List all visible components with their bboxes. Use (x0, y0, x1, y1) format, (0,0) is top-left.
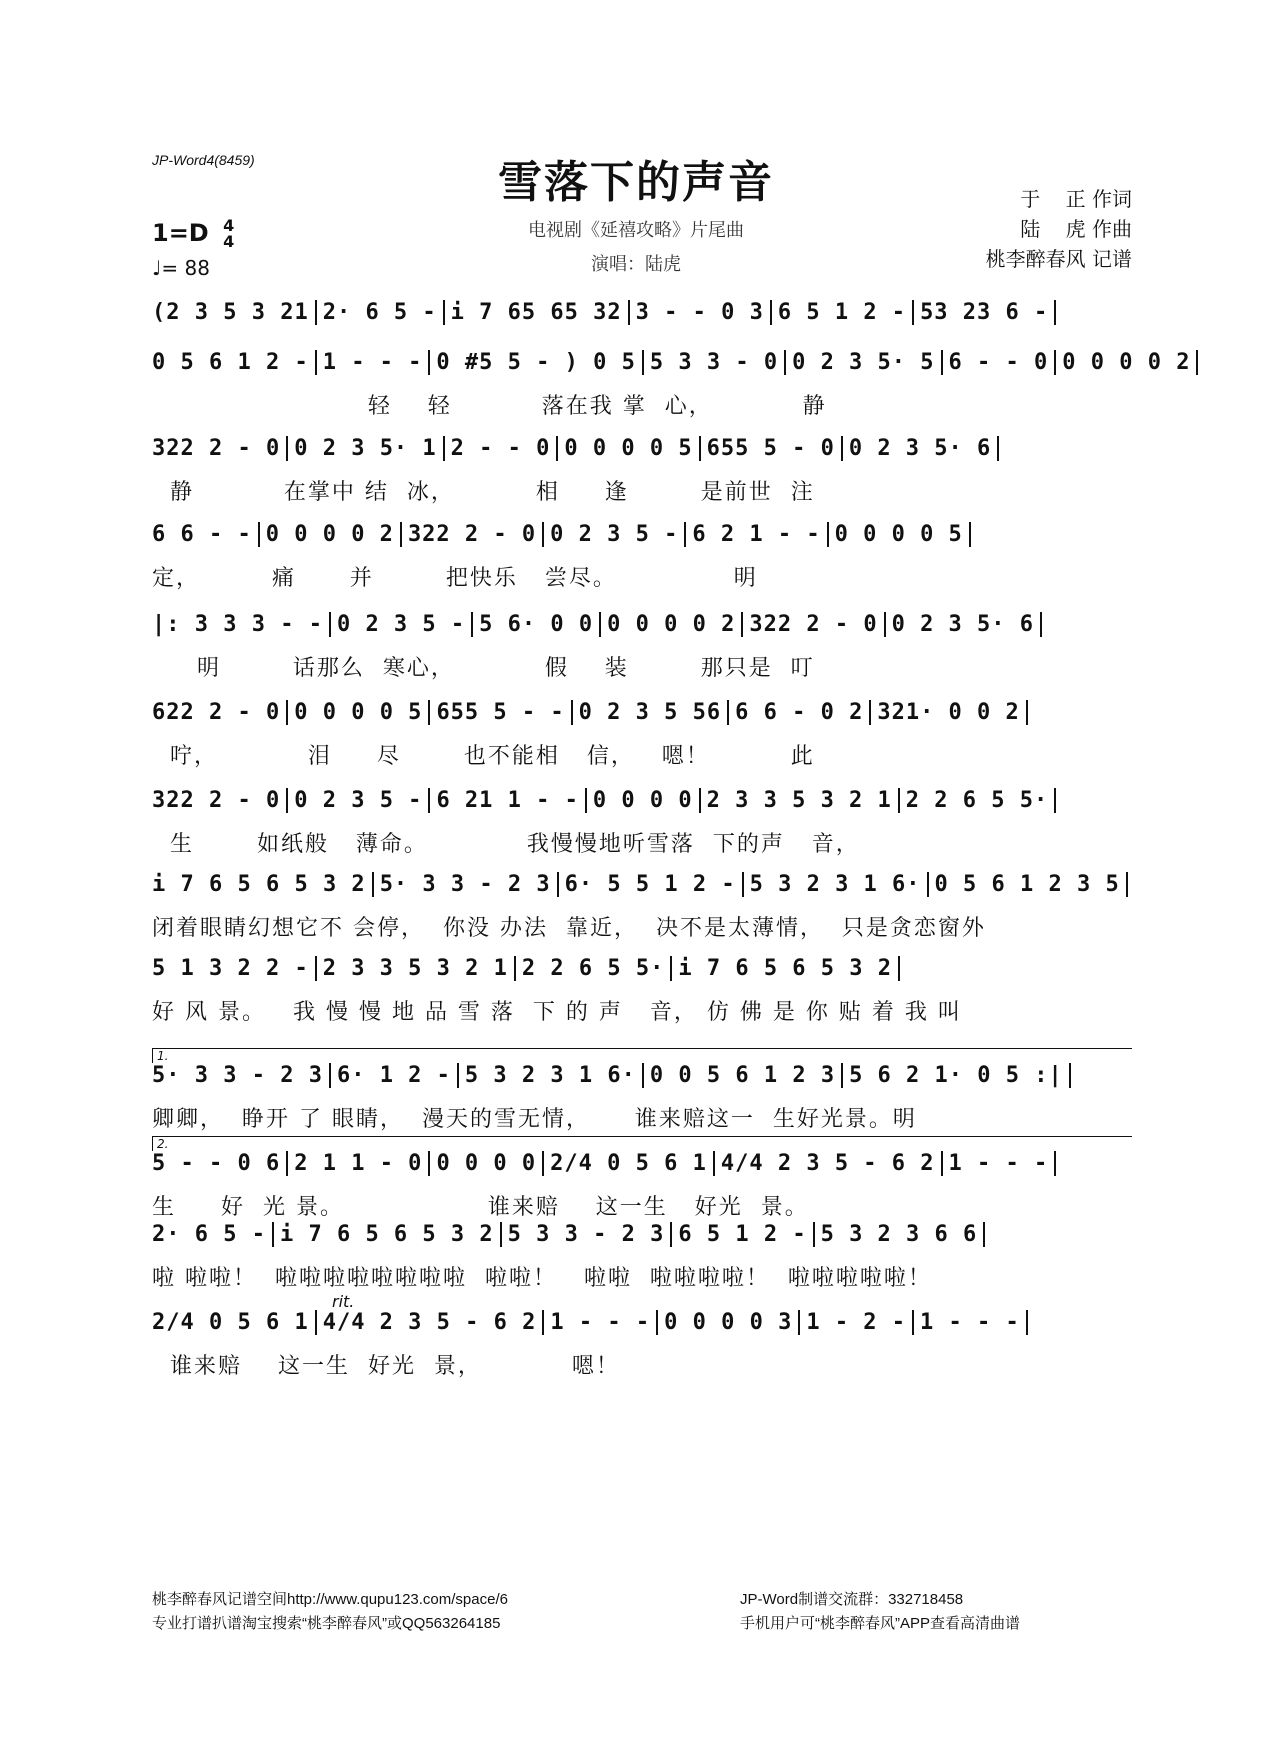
measure: |: 3 3 3 - - (152, 612, 331, 637)
measure: 0 2 3 5· 5 (792, 350, 942, 375)
measure: 0 2 3 5· 6 (849, 436, 999, 461)
measure: 1 - - - (920, 1310, 1028, 1335)
measure: 0 2 3 5· 6 (892, 612, 1042, 637)
measure: i 7 6 5 6 5 3 2 (152, 872, 374, 897)
notation-line (152, 1151, 1132, 1186)
measure: 2 1 1 - 0 (294, 1151, 430, 1176)
measure: i 7 6 5 6 5 3 2 (280, 1222, 502, 1247)
measure: 2 2 6 5 5· (906, 788, 1056, 813)
footer-right-line: 手机用户可“桃李醉春风”APP查看高清曲谱 (740, 1615, 1021, 1632)
score-system (152, 956, 1132, 1026)
measure: 0 0 0 0 5 (835, 522, 971, 547)
measure: 6 5 1 2 - (778, 300, 914, 325)
score-system (152, 788, 1132, 858)
measure: 0 2 3 5 - (294, 788, 430, 813)
score-system (152, 436, 1132, 506)
measure: 322 2 - 0 (152, 436, 288, 461)
lyrics-line: 生 好 光 景。 谁来赔 这一生 好光 景。 (152, 1195, 809, 1220)
measure: 6 21 1 - - (436, 788, 586, 813)
transcriber-credit: 桃李醉春风 记谱 (985, 247, 1132, 271)
measure: 1 - - - (323, 350, 431, 375)
footer-left-line: 桃李醉春风记谱空间http://www.qupu123.com/space/6 (152, 1591, 508, 1608)
measure: 322 2 - 0 (749, 612, 885, 637)
measure: 0 0 0 0 2 (607, 612, 743, 637)
lyrics-line: 定， 痛 并 把快乐 尝尽。 明 (152, 566, 758, 591)
measure: (2 3 5 3 21 (152, 300, 317, 325)
measure: 6· 1 2 - (337, 1063, 459, 1088)
tempo-marking: ♩= 88 (152, 256, 210, 280)
measure: 4/4 2 3 5 - 6 2 (721, 1151, 943, 1176)
measure: 0 #5 5 - ) 0 5 (436, 350, 643, 375)
notation-line (152, 872, 1132, 907)
measure: 5 - - 0 6 (152, 1151, 288, 1176)
measure: 622 2 - 0 (152, 700, 288, 725)
song-title: 雪落下的声音 (498, 157, 774, 208)
lyrics-line: 卿卿， 睁开 了 眼睛， 漫天的雪无情， 谁来赔这一 生好光景。明 (152, 1107, 917, 1132)
notation-line (152, 956, 1132, 991)
measure: 0 0 5 6 1 2 3 (650, 1063, 843, 1088)
measure: 4/4 2 3 5 - 6 2 (323, 1310, 545, 1335)
measure: 5 1 3 2 2 - (152, 956, 317, 981)
lyrics-line: 静 在掌中 结 冰， 相 逢 是前世 注 (152, 480, 815, 505)
measure: 6 - - 0 (949, 350, 1057, 375)
notation-line (152, 436, 1132, 471)
song-subtitle: 电视剧《延禧攻略》片尾曲 (528, 220, 744, 241)
score-system (152, 1222, 1132, 1292)
score-system: rit. 2/4 0 5 6 1 4/4 2 3 5 - 6 2 1 - - - 0 0 0 0 3 1 - 2 - 1 - - - 谁来赔 这一生 好光 景， 嗯！ (152, 1310, 1132, 1380)
measure: 6· 5 5 1 2 - (565, 872, 744, 897)
measure: 5· 3 3 - 2 3 (152, 1063, 331, 1088)
time-signature-top: 4 (223, 216, 235, 235)
footer-left (152, 1588, 508, 1636)
measure: 2· 6 5 - (323, 300, 445, 325)
measure: 655 5 - - (436, 700, 572, 725)
measure: 655 5 - 0 (707, 436, 843, 461)
measure: 3 - - 0 3 (636, 300, 772, 325)
measure: 5 3 2 3 1 6· (750, 872, 929, 897)
lyrics-line: 轻 轻 落在我 掌 心， 静 (152, 394, 827, 419)
notation-line (152, 700, 1132, 735)
measure: 0 0 0 0 2 (266, 522, 402, 547)
measure: 2 - - 0 (451, 436, 559, 461)
measure: 2/4 0 5 6 1 (550, 1151, 715, 1176)
credits (986, 184, 1132, 274)
measure: 5· 3 3 - 2 3 (380, 872, 559, 897)
measure: i 7 65 65 32 (451, 300, 630, 325)
measure: 321· 0 0 2 (877, 700, 1027, 725)
measure: 5 6· 0 0 (479, 612, 601, 637)
singer-label: 演唱：陆虎 (591, 254, 681, 275)
time-signature-bottom: 4 (223, 232, 235, 251)
score-system (152, 872, 1132, 942)
lyrics-line: 生 如纸般 薄命。 我慢慢地听雪落 下的声 音， (152, 832, 860, 857)
lyricist-credit: 于 正 作词 (1020, 187, 1132, 211)
volta-bracket: 2. (152, 1136, 1132, 1151)
notation-line (152, 522, 1132, 557)
notation-line (152, 1310, 1132, 1345)
measure: 2 3 3 5 3 2 1 (707, 788, 900, 813)
measure: 6 5 1 2 - (678, 1222, 814, 1247)
measure: 0 2 3 5 - (337, 612, 473, 637)
measure: 6 6 - - (152, 522, 260, 547)
lyrics-line: 闭着眼睛幻想它不 会停， 你没 办法 靠近， 决不是太薄情， 只是贪恋窗外 (152, 916, 986, 941)
time-signature (223, 218, 234, 250)
measure: i 7 6 5 6 5 3 2 (678, 956, 900, 981)
notation-line (152, 1063, 1132, 1098)
measure: 0 5 6 1 2 - (152, 350, 317, 375)
measure: 6 2 1 - - (692, 522, 828, 547)
measure: 5 6 2 1· 0 5 :| (849, 1063, 1071, 1088)
score-system (152, 1136, 1132, 1221)
composer-credit: 陆 虎 作曲 (1020, 217, 1132, 241)
measure: 0 2 3 5· 1 (294, 436, 444, 461)
measure: 0 2 3 5 56 (579, 700, 729, 725)
key-label: 1=D (152, 219, 209, 247)
volta-bracket: 1. (152, 1048, 1132, 1063)
measure: 0 0 0 0 (593, 788, 701, 813)
measure: 0 2 3 5 - (550, 522, 686, 547)
measure: 0 0 0 0 2 (1062, 350, 1198, 375)
measure: 2/4 0 5 6 1 (152, 1310, 317, 1335)
footer-right (740, 1588, 1020, 1636)
notation-line (152, 1222, 1132, 1257)
notation-line (152, 350, 1191, 385)
score-system (152, 612, 1132, 682)
score-system (152, 1048, 1132, 1133)
notation-line (152, 612, 1132, 647)
footer-left-line: 专业打谱扒谱淘宝搜索“桃李醉春风”或QQ563264185 (152, 1615, 501, 1632)
measure: 5 3 2 3 1 6· (465, 1063, 644, 1088)
measure: 0 0 0 0 3 (664, 1310, 800, 1335)
lyrics-line: 谁来赔 这一生 好光 景， 嗯！ (152, 1354, 620, 1379)
score-system (152, 300, 1132, 339)
footer-right-line: JP-Word制谱交流群：332718458 (740, 1591, 964, 1608)
measure: 322 2 - 0 (408, 522, 544, 547)
score-system (152, 522, 1132, 592)
measure: 5 3 3 - 0 (650, 350, 786, 375)
lyrics-line: 啦 啦啦！ 啦啦啦啦啦啦啦啦 啦啦！ 啦啦 啦啦啦啦！ 啦啦啦啦啦！ (152, 1266, 932, 1291)
measure: 1 - 2 - (806, 1310, 914, 1335)
score-system (152, 350, 1191, 420)
notation-line (152, 788, 1132, 823)
lyrics-line: 明 话那么 寒心， 假 装 那只是 叮 (152, 656, 815, 681)
software-label: JP-Word4(8459) (152, 152, 255, 168)
measure: 2 2 6 5 5· (522, 956, 672, 981)
measure: 5 3 2 3 6 6 (821, 1222, 986, 1247)
measure: 2 3 3 5 3 2 1 (323, 956, 516, 981)
measure: 53 23 6 - (920, 300, 1056, 325)
measure: 1 - - - (550, 1310, 658, 1335)
measure: 1 - - - (949, 1151, 1057, 1176)
measure: 0 0 0 0 5 (294, 700, 430, 725)
measure: 0 0 0 0 (436, 1151, 544, 1176)
measure: 0 0 0 0 5 (564, 436, 700, 461)
lyrics-line: 好 风 景。 我 慢 慢 地 品 雪 落 下 的 声 音， 仿 佛 是 你 贴 着 我 叫 (152, 1000, 962, 1025)
measure: 2· 6 5 - (152, 1222, 274, 1247)
measure: 0 5 6 1 2 3 5 (935, 872, 1128, 897)
lyrics-line: 咛， 泪 尽 也不能相 信， 嗯！ 此 (152, 744, 815, 769)
measure: 5 3 3 - 2 3 (508, 1222, 673, 1247)
key-signature (152, 218, 234, 250)
measure: 6 6 - 0 2 (735, 700, 871, 725)
notation-line (152, 300, 1132, 335)
score-system (152, 700, 1132, 770)
measure: 322 2 - 0 (152, 788, 288, 813)
